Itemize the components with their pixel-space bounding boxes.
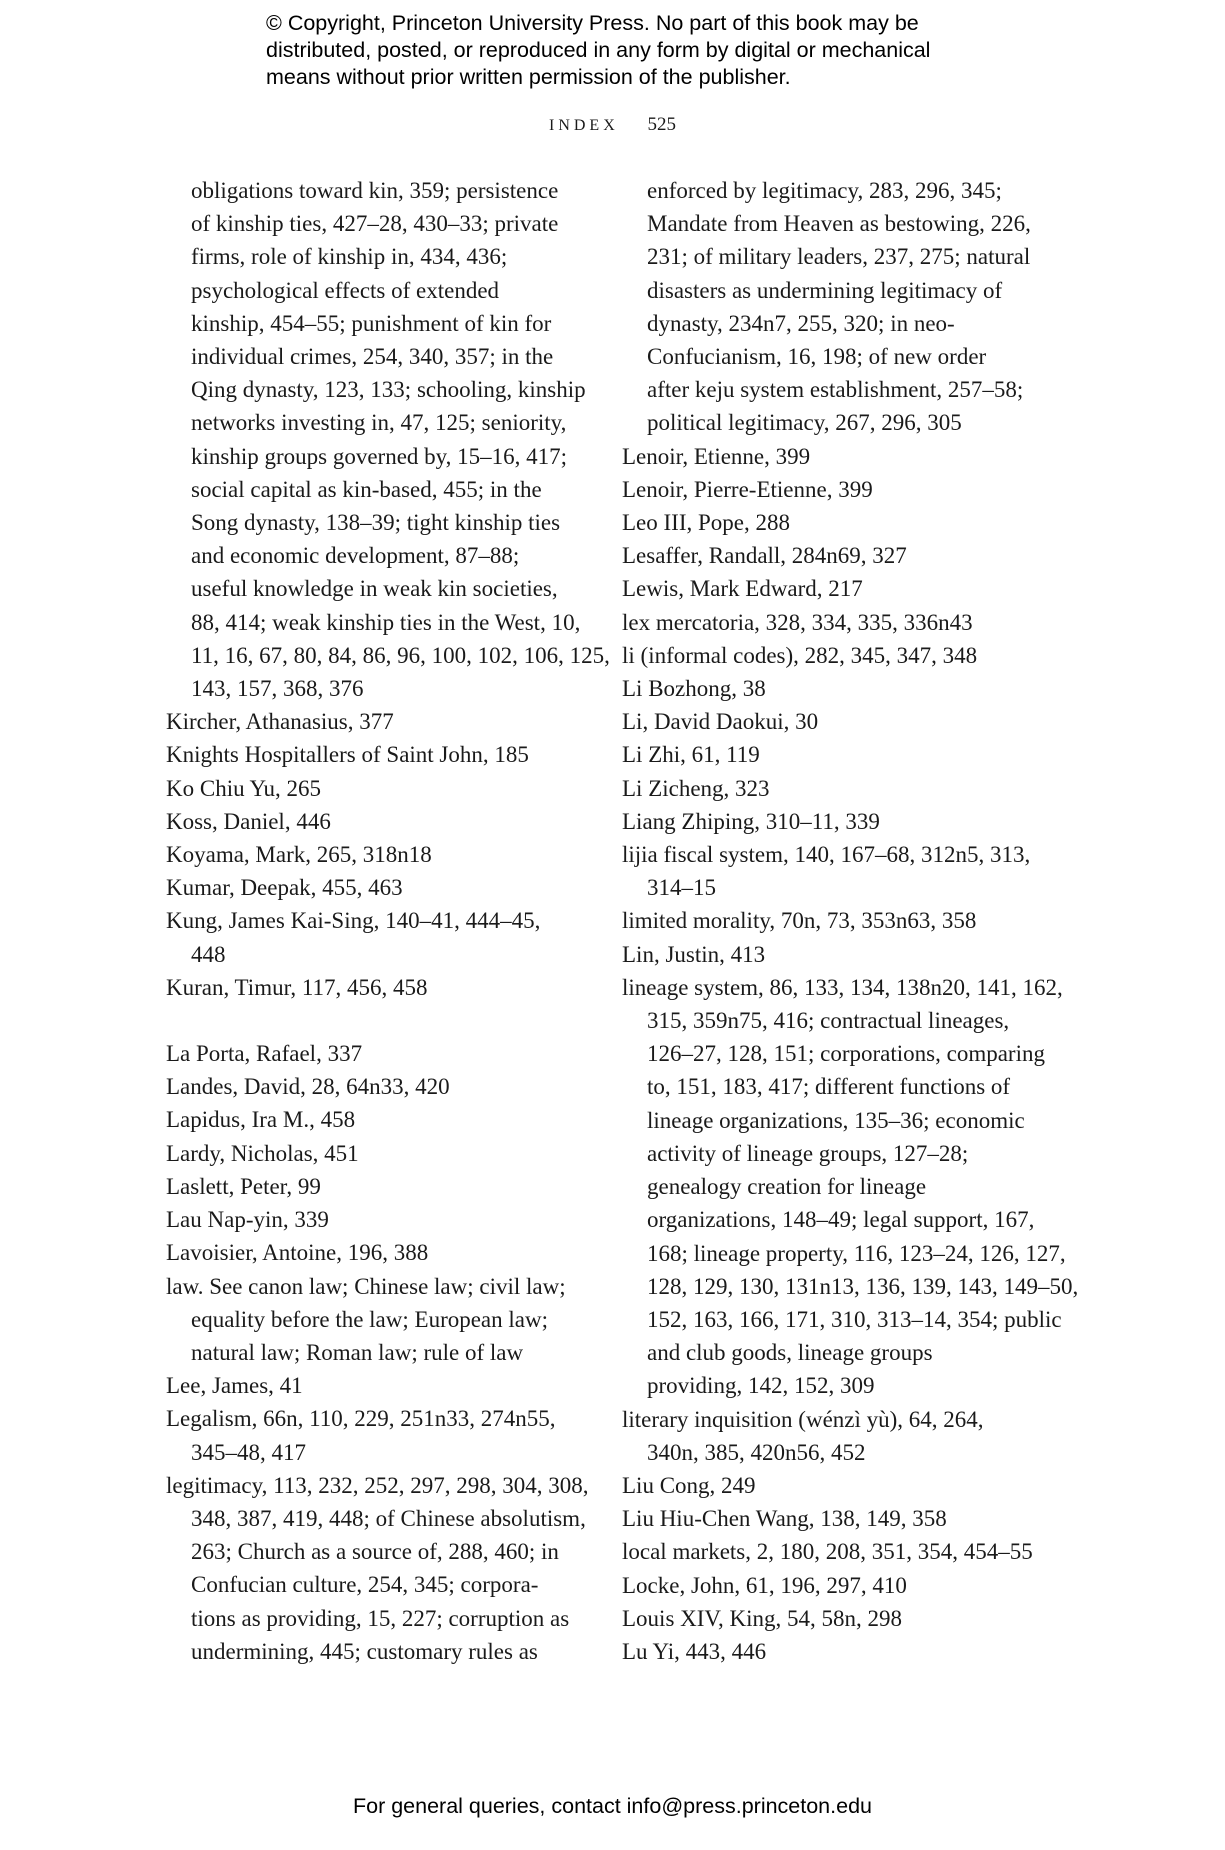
- index-entry-line: of kinship ties, 427–28, 430–33; private: [191, 211, 559, 237]
- index-entry: [166, 1469, 589, 1668]
- index-column-right: [622, 174, 1079, 1668]
- index-entry-line: Liang Zhiping, 310–11, 339: [622, 808, 880, 834]
- index-entry: [622, 904, 1042, 937]
- index-entry-line: Ko Chiu Yu, 265: [166, 775, 322, 801]
- index-entry: [622, 1502, 1042, 1535]
- index-entry-line: Li, David Daokui, 30: [622, 709, 819, 735]
- index-entry-line: Legalism, 66n, 110, 229, 251n33, 274n55,: [166, 1406, 556, 1432]
- index-entry-line: Louis XIV, King, 54, 58n, 298: [622, 1605, 903, 1631]
- index-entry-line: equality before the law; European law;: [191, 1306, 548, 1332]
- index-entry-line: Lin, Justin, 413: [622, 941, 766, 967]
- copyright-line: means without prior written permission of the publisher.: [266, 65, 791, 89]
- index-entry-line: Kuran, Timur, 117, 456, 458: [166, 974, 428, 1000]
- index-entry-line: individual crimes, 254, 340, 357; in the: [191, 344, 554, 370]
- index-entry: [622, 572, 1042, 605]
- index-entry: [622, 1569, 1042, 1602]
- index-entry-line: Locke, John, 61, 196, 297, 410: [622, 1572, 907, 1598]
- index-entry-line: and economic development, 87–88;: [191, 543, 520, 569]
- index-entry-line: law. See canon law; Chinese law; civil law;: [166, 1273, 566, 1299]
- index-entry: [166, 1103, 586, 1136]
- index-entry-line: Confucian culture, 254, 345; corpora-: [191, 1572, 539, 1598]
- index-entry: [622, 1403, 1042, 1469]
- index-entry-line: organizations, 148–49; legal support, 167,: [647, 1207, 1035, 1233]
- index-entry-line: 348, 387, 419, 448; of Chinese absolutism,: [191, 1505, 586, 1531]
- index-entry-line: natural law; Roman law; rule of law: [191, 1339, 524, 1365]
- index-entry-line: Koyama, Mark, 265, 318n18: [166, 842, 432, 868]
- index-entry-line: 128, 129, 130, 131n13, 136, 139, 143, 149–50,: [647, 1273, 1079, 1299]
- index-entry: [166, 1203, 586, 1236]
- index-entry: [622, 705, 1042, 738]
- index-entry-line: Li Bozhong, 38: [622, 676, 766, 702]
- running-head-label: INDEX: [548, 117, 619, 134]
- running-head: [0, 114, 1225, 136]
- index-entry-line: Li Zicheng, 323: [622, 775, 770, 801]
- index-entry: [622, 440, 1042, 473]
- index-entry-line: Leo III, Pope, 288: [622, 510, 790, 536]
- index-entry-line: Lavoisier, Antoine, 196, 388: [166, 1240, 429, 1266]
- index-entry: [622, 606, 1042, 639]
- index-entry-line: disasters as undermining legitimacy of: [647, 277, 1003, 303]
- index-entry-line: Lewis, Mark Edward, 217: [622, 576, 863, 602]
- copyright-line: distributed, posted, or reproduced in any form by digital or mechanical: [266, 38, 931, 62]
- index-entry-line: genealogy creation for lineage: [647, 1174, 927, 1200]
- index-entry: [166, 772, 586, 805]
- index-entry: [622, 772, 1042, 805]
- index-entry: [622, 1635, 1042, 1668]
- index-entry: [166, 904, 586, 970]
- index-entry: [622, 838, 1042, 904]
- index-entry-line: 168; lineage property, 116, 123–24, 126, 127,: [647, 1240, 1066, 1266]
- index-entry: [166, 1270, 586, 1370]
- index-entry: [166, 838, 586, 871]
- index-entry: [166, 1369, 586, 1402]
- index-entry: [166, 1236, 586, 1269]
- index-entry: [166, 871, 586, 904]
- footer-contact: For general queries, contact info@press.princeton.edu: [352, 1794, 872, 1818]
- index-entry-line: Kircher, Athanasius, 377: [166, 709, 394, 735]
- index-entry-line: Knights Hospitallers of Saint John, 185: [166, 742, 529, 768]
- index-entry: [622, 738, 1042, 771]
- index-entry-line: activity of lineage groups, 127–28;: [647, 1140, 969, 1166]
- index-entry-line: Lapidus, Ira M., 458: [166, 1107, 356, 1133]
- index-entry: [622, 805, 1042, 838]
- index-entry-line: 345–48, 417: [191, 1439, 306, 1465]
- index-entry-line: Lenoir, Etienne, 399: [622, 443, 811, 469]
- index-entry-line: 11, 16, 67, 80, 84, 86, 96, 100, 102, 106, 125,: [191, 642, 610, 668]
- index-entry: [166, 1137, 586, 1170]
- index-entry-line: li (informal codes), 282, 345, 347, 348: [622, 642, 978, 668]
- index-entry-line: Kumar, Deepak, 455, 463: [166, 875, 403, 901]
- index-entry-line: lijia fiscal system, 140, 167–68, 312n5, 313,: [622, 842, 1031, 868]
- index-entry-line: Song dynasty, 138–39; tight kinship ties: [191, 510, 561, 536]
- index-entry: [622, 506, 1042, 539]
- index-entry-line: kinship, 454–55; punishment of kin for: [191, 310, 552, 336]
- index-entry: [166, 1037, 586, 1070]
- index-entry: [166, 1170, 586, 1203]
- index-entry-line: lineage organizations, 135–36; economic: [647, 1107, 1025, 1133]
- index-entry-line: literary inquisition (wénzì yù), 64, 264,: [622, 1406, 984, 1432]
- index-entry: [622, 639, 1042, 672]
- index-entry-line: Landes, David, 28, 64n33, 420: [166, 1074, 450, 1100]
- index-entry: [622, 938, 1042, 971]
- index-entry-line: Liu Hiu-Chen Wang, 138, 149, 358: [622, 1506, 947, 1532]
- index-column-left: [166, 174, 610, 1668]
- index-entry-line: tions as providing, 15, 227; corruption as: [191, 1605, 570, 1631]
- index-entry-line: providing, 142, 152, 309: [647, 1373, 875, 1399]
- index-entry-line: obligations toward kin, 359; persistence: [191, 178, 559, 203]
- index-entry-line: 314–15: [647, 875, 716, 901]
- index-entry-line: La Porta, Rafael, 337: [166, 1041, 363, 1067]
- index-entry-line: Kung, James Kai-Sing, 140–41, 444–45,: [166, 908, 541, 934]
- index-entry-line: legitimacy, 113, 232, 252, 297, 298, 304, 308,: [166, 1472, 589, 1498]
- index-entry-line: 126–27, 128, 151; corporations, comparing: [647, 1041, 1045, 1067]
- letter-gap: [166, 1004, 586, 1037]
- index-entry-line: Li Zhi, 61, 119: [622, 742, 760, 768]
- index-entry-line: social capital as kin-based, 455; in the: [191, 476, 542, 502]
- index-entry-line: Lau Nap-yin, 339: [166, 1207, 329, 1233]
- index-entry-line: Mandate from Heaven as bestowing, 226,: [647, 211, 1031, 237]
- index-entry-line: Liu Cong, 249: [622, 1472, 756, 1498]
- index-entry: [622, 1535, 1042, 1568]
- index-entry: [622, 1602, 1042, 1635]
- index-entry-line: local markets, 2, 180, 208, 351, 354, 454–55: [622, 1539, 1033, 1565]
- index-entry-line: political legitimacy, 267, 296, 305: [647, 410, 962, 436]
- index-entry: [166, 1402, 586, 1468]
- index-entry-line: Koss, Daniel, 446: [166, 808, 331, 834]
- index-entry-line: useful knowledge in weak kin societies,: [191, 576, 558, 602]
- index-entry: [622, 971, 1079, 1403]
- copyright-line: © Copyright, Princeton University Press. No part of this book may be: [266, 11, 919, 35]
- index-entry: [166, 738, 586, 771]
- index-entry: [166, 1070, 586, 1103]
- index-entry-line: enforced by legitimacy, 283, 296, 345;: [647, 178, 1002, 203]
- index-entry-line: Lu Yi, 443, 446: [622, 1638, 767, 1664]
- index-entry-line: kinship groups governed by, 15–16, 417;: [191, 443, 568, 469]
- index-entry-line: Lesaffer, Randall, 284n69, 327: [622, 543, 907, 569]
- index-entry-line: Laslett, Peter, 99: [166, 1173, 321, 1199]
- index-entry: [622, 539, 1042, 572]
- index-entry-continued: [622, 174, 1042, 440]
- index-entry-line: 231; of military leaders, 237, 275; natural: [647, 244, 1031, 270]
- index-entry-continued: [166, 174, 610, 705]
- index-entry: [622, 1469, 1042, 1502]
- page-number: 525: [647, 114, 676, 135]
- index-entry: [166, 971, 586, 1004]
- index-entry: [166, 705, 586, 738]
- index-entry-line: 88, 414; weak kinship ties in the West, 10,: [191, 609, 581, 635]
- copyright-notice: [266, 10, 1026, 91]
- index-entry: [166, 805, 586, 838]
- index-entry-line: Qing dynasty, 123, 133; schooling, kinship: [191, 377, 586, 403]
- index-entry-line: networks investing in, 47, 125; seniority,: [191, 410, 567, 436]
- index-entry-line: Confucianism, 16, 198; of new order: [647, 344, 987, 370]
- index-entry-line: limited morality, 70n, 73, 353n63, 358: [622, 908, 977, 934]
- index-entry-line: dynasty, 234n7, 255, 320; in neo-: [647, 310, 955, 336]
- index-entry: [622, 473, 1042, 506]
- index-entry-line: 143, 157, 368, 376: [191, 676, 364, 702]
- index-entry-line: to, 151, 183, 417; different functions of: [647, 1074, 1011, 1100]
- index-entry-line: 152, 163, 166, 171, 310, 313–14, 354; public: [647, 1306, 1062, 1332]
- index-entry-line: 340n, 385, 420n56, 452: [647, 1439, 866, 1465]
- index-entry-line: 263; Church as a source of, 288, 460; in: [191, 1539, 559, 1565]
- index-entry-line: psychological effects of extended: [191, 277, 500, 303]
- index-entry-line: Lenoir, Pierre-Etienne, 399: [622, 476, 873, 502]
- index-entry-line: 315, 359n75, 416; contractual lineages,: [647, 1008, 1010, 1034]
- index-entry-line: Lee, James, 41: [166, 1373, 303, 1399]
- index-entry-line: lineage system, 86, 133, 134, 138n20, 141, 162,: [622, 974, 1063, 1000]
- index-entry-line: and club goods, lineage groups: [647, 1340, 933, 1366]
- index-entry-line: lex mercatoria, 328, 334, 335, 336n43: [622, 609, 973, 635]
- index-entry-line: 448: [191, 941, 226, 967]
- index-entry-line: firms, role of kinship in, 434, 436;: [191, 244, 508, 270]
- index-entry: [622, 672, 1042, 705]
- index-entry-line: undermining, 445; customary rules as: [191, 1638, 538, 1664]
- index-entry-line: after keju system establishment, 257–58;: [647, 377, 1024, 403]
- index-entry-line: Lardy, Nicholas, 451: [166, 1140, 359, 1166]
